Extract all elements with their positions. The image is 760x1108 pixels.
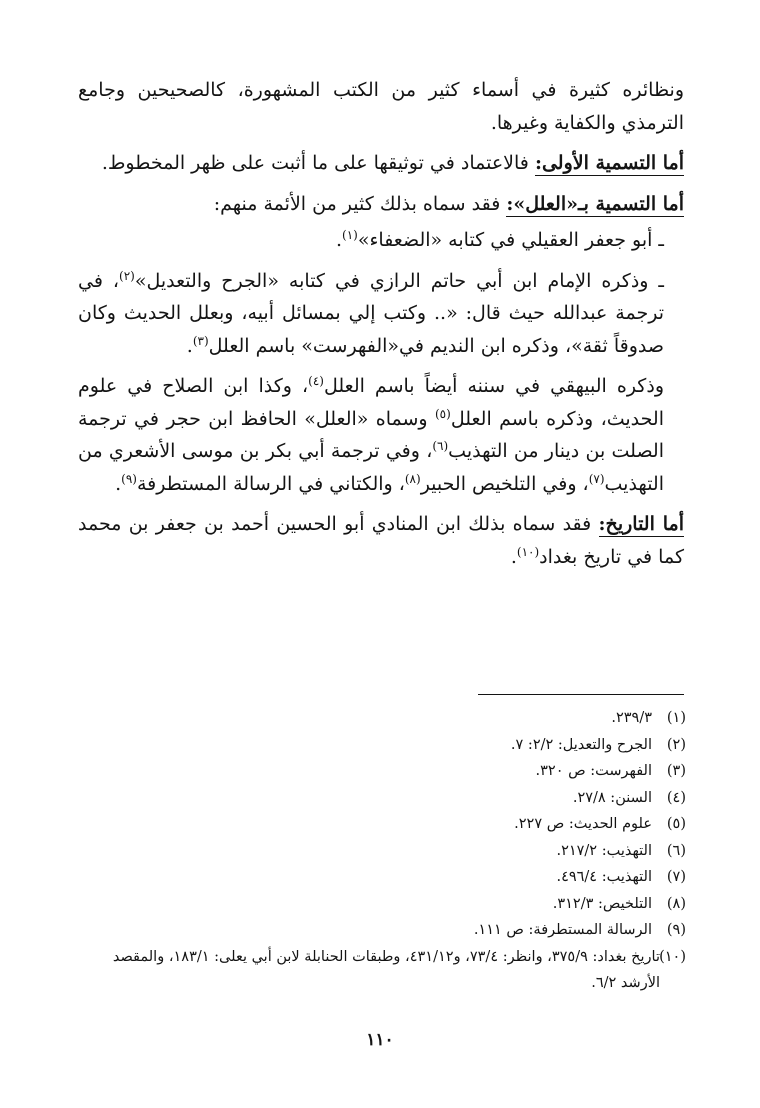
page-number: ١١٠ xyxy=(366,1030,394,1050)
paragraph-bayhaqi: وذكره البيهقي في سننه أيضاً باسم العلل$^{(٤)}$، وكذا ابن الصلاح في علوم الحديث، وذكره باسم العلل$^{(٥)}$ وسماه «العلل» الحافظ ابن حجر في ترجمة الصلت بن دينار من التهذيب$^{(٦)}$، وفي ترجمة أبي بكر بن موسى الأشعري من التهذيب$^{(٧)}$، وفي التلخيص الحبير$^{(٨)}$، والكتاني في الرسالة المستطرفة$^{(٩)}$. xyxy=(78,374,664,495)
footnote-divider xyxy=(478,694,684,695)
footnote-item: (٩) الرسالة المستطرفة: ص ١١١. xyxy=(473,922,686,938)
footnote-item: (٧) التهذيب: ٤٩٦/٤. xyxy=(556,869,686,885)
paragraph-uqayli: ـ أبو جعفر العقيلي في كتابه «الضعفاء»$^{(١)}$. xyxy=(335,228,664,251)
footnote-ref-10: (١٠) xyxy=(516,544,540,559)
paragraph-ibn-abi-hatim: ـ وذكره الإمام ابن أبي حاتم الرازي في كتابه «الجرح والتعديل»$^{(٢)}$، في ترجمة عبدالله حيث قال: «.. وكتب إلي بمسائل أبيه، وبعلل الحديث وكان صدوقاً ثقة»، وذكره ابن النديم في«الفهرست» باسم العلل$^{(٣)}$. xyxy=(78,268,664,357)
footnote-item: (١٠) تاريخ بغداد: ٣٧٥/٩، وانظر: ٧٣/٤، و٤٣١/١٢، وطبقات الحنابلة لابن أبي يعلى: ١٨٣/١، والمقصد الأرشد ٦/٢. xyxy=(112,948,686,991)
footnote-ref-1: (١) xyxy=(342,228,358,242)
footnote-item: (٥) علوم الحديث: ص ٢٢٧. xyxy=(514,816,686,832)
footnote-item: (٦) التهذيب: ٢١٧/٢. xyxy=(556,842,686,859)
footnotes xyxy=(82,705,686,997)
footnote-item: (٢) الجرح والتعديل: ٢/٢: ٧. xyxy=(510,736,686,753)
footnote-ref-2: (٢) xyxy=(119,268,135,283)
footnote-ref-6: (٦) xyxy=(432,439,449,453)
footnote-ref-5: (٥) xyxy=(434,406,451,421)
paragraph-ilal-title: أما التسمية بـ«العلل»: فقد سماه بذلك كثير من الأئمة منهم: xyxy=(213,192,684,215)
heading-ilal-title: أما التسمية بـ«العلل»: xyxy=(506,192,684,215)
footnote-ref-3: (٣) xyxy=(192,333,209,348)
footnote-item: (٤) السنن: ٢٧/٨. xyxy=(572,789,686,806)
main-text xyxy=(78,74,684,581)
footnote-ref-7: (٧) xyxy=(588,471,605,486)
heading-history-title: أما التاريخ: xyxy=(598,513,684,535)
footnote-ref-9: (٩) xyxy=(121,471,137,486)
paragraph-history-title: أما التاريخ: فقد سماه بذلك ابن المنادي أبو الحسين أحمد بن جعفر بن محمد كما في تاريخ بغداد$^{(١٠)}$. xyxy=(78,513,684,568)
paragraph-intro: ونظائره كثيرة في أسماء كثير من الكتب المشهورة، كالصحيحين وجامع الترمذي والكفاية وغيرها. xyxy=(78,79,684,134)
footnote-item: (٨) التلخيص: ٣١٢/٣. xyxy=(552,895,686,912)
footnote-ref-8: (٨) xyxy=(404,471,421,486)
footnote-item: (١) ٢٣٩/٣. xyxy=(611,710,686,726)
footnote-item: (٣) الفهرست: ص ٣٢٠. xyxy=(535,763,686,779)
paragraph-first-title: أما التسمية الأولى: فالاعتماد في توثيقها على ما أثبت على ظهر المخطوط. xyxy=(101,152,684,174)
footnote-ref-4: (٤) xyxy=(308,374,324,388)
heading-first-title: أما التسمية الأولى: xyxy=(534,152,684,174)
